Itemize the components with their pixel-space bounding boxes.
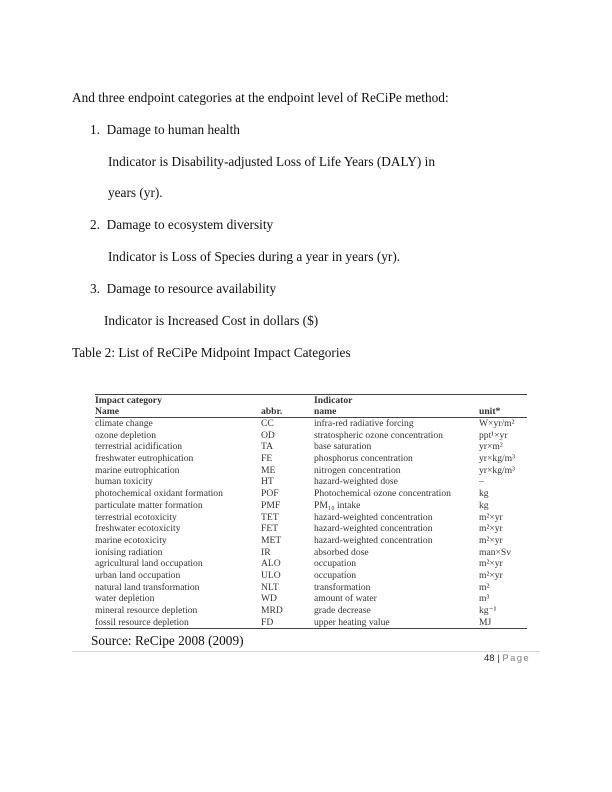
- cell-indicator: transformation: [314, 581, 371, 593]
- cell-abbr: WD: [261, 593, 277, 605]
- intro-paragraph: And three endpoint categories at the endpoint level of ReCiPe method:: [72, 90, 449, 105]
- cell-unit: MJ: [479, 617, 527, 629]
- cell-indicator: PM₁₀ intake: [314, 499, 361, 511]
- cell-indicator: amount of water: [314, 593, 377, 605]
- cell-unit: kg: [479, 488, 489, 500]
- cell-name: particulate matter formation: [95, 499, 203, 511]
- page-number-footer: [484, 653, 530, 664]
- table-row: [95, 430, 527, 442]
- page-word: Page: [502, 653, 531, 664]
- table-row: [95, 476, 527, 488]
- cell-name: terrestrial acidification: [95, 441, 183, 453]
- cell-name: marine ecotoxicity: [95, 534, 167, 546]
- cell-unit: m³: [479, 593, 490, 605]
- cell-abbr: FD: [261, 617, 314, 629]
- table-row: [95, 558, 527, 570]
- table-row: [95, 512, 527, 524]
- list-item-2: [90, 217, 273, 233]
- table-row: [95, 465, 527, 477]
- cell-name: agricultural land occupation: [95, 558, 203, 570]
- impact-categories-table: [95, 394, 527, 629]
- cell-name: urban land occupation: [95, 569, 181, 581]
- table-row: [95, 500, 527, 512]
- cell-unit: m²×yr: [479, 523, 503, 535]
- table-row: [95, 453, 527, 465]
- cell-abbr: FET: [261, 523, 279, 535]
- cell-name: climate change: [95, 418, 153, 430]
- list-item-2-indicator-line-1: Indicator is Loss of Species during a year in years (yr).: [108, 249, 401, 264]
- cell-abbr: NLT: [261, 581, 279, 593]
- cell-unit: kg⁻¹: [479, 605, 497, 617]
- cell-abbr: HT: [261, 476, 274, 488]
- cell-abbr: TA: [261, 441, 274, 453]
- cell-name: human toxicity: [95, 476, 153, 488]
- cell-indicator: occupation: [314, 558, 357, 570]
- cell-indicator: upper heating value: [314, 617, 479, 629]
- table-row: [95, 605, 527, 617]
- list-item-3-indicator-line-1: Indicator is Increased Cost in dollars ($): [104, 313, 319, 328]
- cell-unit: m²×yr: [479, 511, 503, 523]
- cell-unit: –: [479, 476, 484, 488]
- cell-abbr: MET: [261, 534, 282, 546]
- cell-name: ozone depletion: [95, 429, 157, 441]
- cell-indicator: grade decrease: [314, 605, 371, 617]
- cell-indicator: infra-red radiative forcing: [314, 418, 414, 430]
- list-item-1: [90, 122, 240, 138]
- column-header-abbr: abbr.: [261, 406, 314, 418]
- list-title: Damage to resource availability: [106, 281, 277, 296]
- cell-abbr: ULO: [261, 569, 281, 581]
- cell-name: water depletion: [95, 593, 155, 605]
- list-number: 2.: [90, 217, 100, 232]
- cell-name: photochemical oxidant formation: [95, 488, 223, 500]
- cell-indicator: stratospheric ozone concentration: [314, 429, 443, 441]
- table-row: [95, 418, 527, 430]
- table-row: [95, 570, 527, 582]
- table-row: [95, 488, 527, 500]
- cell-unit: W×yr/m²: [479, 418, 515, 430]
- list-number: 1.: [90, 122, 100, 137]
- cell-indicator: phosphorus concentration: [314, 453, 413, 465]
- table-row: [95, 441, 527, 453]
- cell-indicator: occupation: [314, 569, 357, 581]
- cell-unit: m²×yr: [479, 558, 503, 570]
- cell-unit: m²: [479, 581, 490, 593]
- table-row: [95, 535, 527, 547]
- page-number: 48: [484, 653, 495, 664]
- cell-unit: kg: [479, 499, 489, 511]
- cell-name: terrestrial ecotoxicity: [95, 511, 177, 523]
- cell-unit: yr×m²: [479, 441, 503, 453]
- cell-name: marine eutrophication: [95, 464, 180, 476]
- cell-unit: m²×yr: [479, 534, 503, 546]
- footer-divider: [72, 651, 540, 652]
- list-title: Damage to human health: [106, 122, 240, 137]
- page-separator: |: [497, 653, 500, 664]
- table-row: [95, 582, 527, 594]
- list-item-1-indicator-line-1: Indicator is Disability-adjusted Loss of Life Years (DALY) in: [108, 154, 435, 169]
- column-header-indicator: name: [314, 406, 479, 418]
- cell-unit: yr×kg/m³: [479, 453, 515, 465]
- cell-name: fossil resource depletion: [95, 617, 261, 629]
- cell-unit: man×Sv: [479, 546, 512, 558]
- cell-abbr: PMF: [261, 499, 281, 511]
- column-header-name: Name: [95, 406, 261, 418]
- table-row: [95, 523, 527, 535]
- list-title: Damage to ecosystem diversity: [106, 217, 274, 232]
- table-source: Source: ReCipe 2008 (2009): [91, 633, 244, 648]
- cell-name: natural land transformation: [95, 581, 200, 593]
- cell-abbr: MRD: [261, 605, 283, 617]
- cell-name: freshwater ecotoxicity: [95, 523, 181, 535]
- cell-abbr: TET: [261, 511, 279, 523]
- impact-category-group-header: Impact category: [95, 395, 162, 406]
- cell-abbr: CC: [261, 418, 274, 430]
- cell-name: freshwater eutrophication: [95, 453, 194, 465]
- cell-indicator: nitrogen concentration: [314, 464, 401, 476]
- cell-name: ionising radiation: [95, 546, 163, 558]
- indicator-group-header: Indicator: [314, 395, 353, 406]
- table-row: [95, 593, 527, 605]
- column-header-unit: unit*: [479, 406, 527, 418]
- list-item-3: [90, 281, 276, 297]
- table-body: [95, 418, 527, 629]
- cell-unit: yr×kg/m³: [479, 464, 515, 476]
- cell-indicator: base saturation: [314, 441, 372, 453]
- cell-abbr: OD: [261, 429, 275, 441]
- cell-indicator: hazard-weighted dose: [314, 476, 398, 488]
- list-item-1-indicator-line-2: years (yr).: [108, 185, 163, 200]
- cell-unit: m²×yr: [479, 569, 503, 581]
- table-row: [95, 547, 527, 559]
- table-caption: Table 2: List of ReCiPe Midpoint Impact Categories: [72, 345, 351, 360]
- cell-abbr: POF: [261, 488, 279, 500]
- cell-unit: ppt¹×yr: [479, 429, 508, 441]
- cell-indicator: hazard-weighted concentration: [314, 511, 433, 523]
- cell-abbr: ME: [261, 464, 276, 476]
- cell-indicator: hazard-weighted concentration: [314, 523, 433, 535]
- table-row: [95, 617, 527, 629]
- cell-abbr: IR: [261, 546, 271, 558]
- cell-indicator: Photochemical ozone concentration: [314, 488, 451, 500]
- cell-abbr: FE: [261, 453, 273, 465]
- cell-name: mineral resource depletion: [95, 605, 198, 617]
- cell-abbr: ALO: [261, 558, 281, 570]
- list-number: 3.: [90, 281, 100, 296]
- cell-indicator: absorbed dose: [314, 546, 369, 558]
- cell-indicator: hazard-weighted concentration: [314, 534, 433, 546]
